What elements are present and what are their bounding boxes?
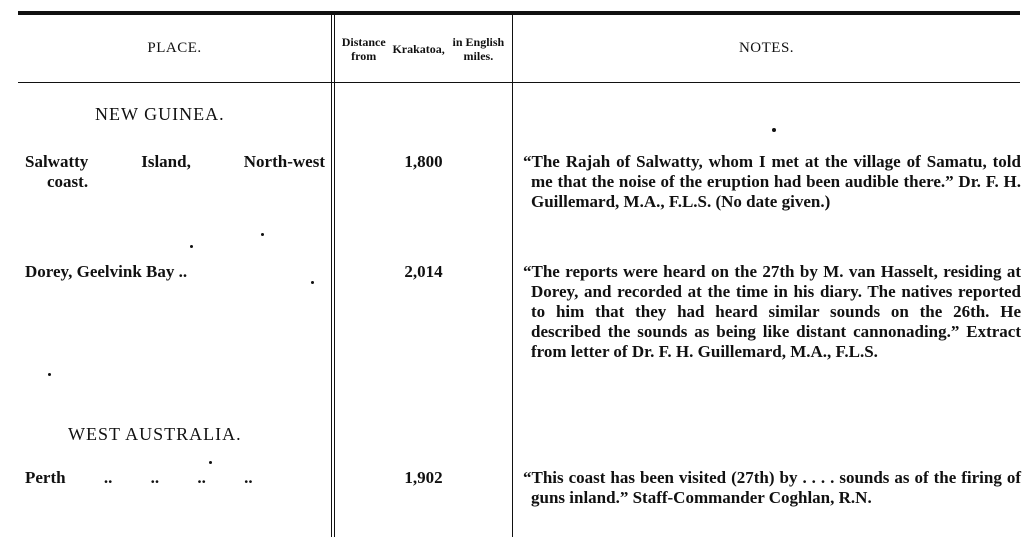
section-heading: NEW GUINEA. [95, 104, 225, 124]
place-cell: Dorey, Geelvink Bay .. [25, 262, 188, 281]
print-speck [261, 233, 264, 236]
header-place: PLACE. [147, 40, 202, 56]
distance-cell: 1,902 [404, 468, 443, 487]
section-heading: WEST AUSTRALIA. [68, 424, 242, 444]
header-notes: NOTES. [738, 40, 795, 56]
distance-cell: 1,800 [404, 152, 443, 171]
place-cell [25, 152, 325, 192]
header-distance-line: Krakatoa, [392, 41, 445, 56]
column-divider [512, 15, 513, 537]
column-divider [331, 15, 332, 537]
distance-cell: 2,014 [404, 262, 443, 281]
note-cell: “The Rajah of Salwatty, whom I met at the village of Samatu, told me that the noise of the eruption had been audible there.” Dr. F. H. Guillemard, M.A., F.L.S. (No date given.) [523, 152, 1021, 211]
header-distance [335, 15, 512, 82]
header-rule [18, 82, 1020, 83]
place-word: Island, [141, 152, 191, 171]
place-word: North-west [243, 152, 325, 171]
place-word: Salwatty [25, 152, 89, 171]
print-speck [190, 245, 193, 248]
header-distance-line: in English miles. [452, 34, 505, 63]
note-cell: “The reports were heard on the 27th by M. van Hasselt, residing at Dorey, and recorded at the time in his diary. The natives reported to him that they had heard similar sounds on the 26th. He described the sounds as being like distant cannonading.” Extract from letter of Dr. F. H. Guillemard, M.A., F.L.S. [523, 262, 1021, 361]
print-speck [48, 373, 51, 376]
place-line: coast. [47, 172, 89, 191]
place-cell: Perth .. .. .. .. [25, 468, 253, 487]
note-cell: “This coast has been visited (27th) by . . . . sounds as of the firing of guns inland.” Staff-Commander Coghlan, R.N. [523, 468, 1021, 507]
header-distance-line: Distance from [341, 34, 386, 63]
print-speck [209, 461, 212, 464]
place-line [25, 152, 325, 172]
print-speck [772, 128, 776, 132]
print-speck [311, 281, 314, 284]
